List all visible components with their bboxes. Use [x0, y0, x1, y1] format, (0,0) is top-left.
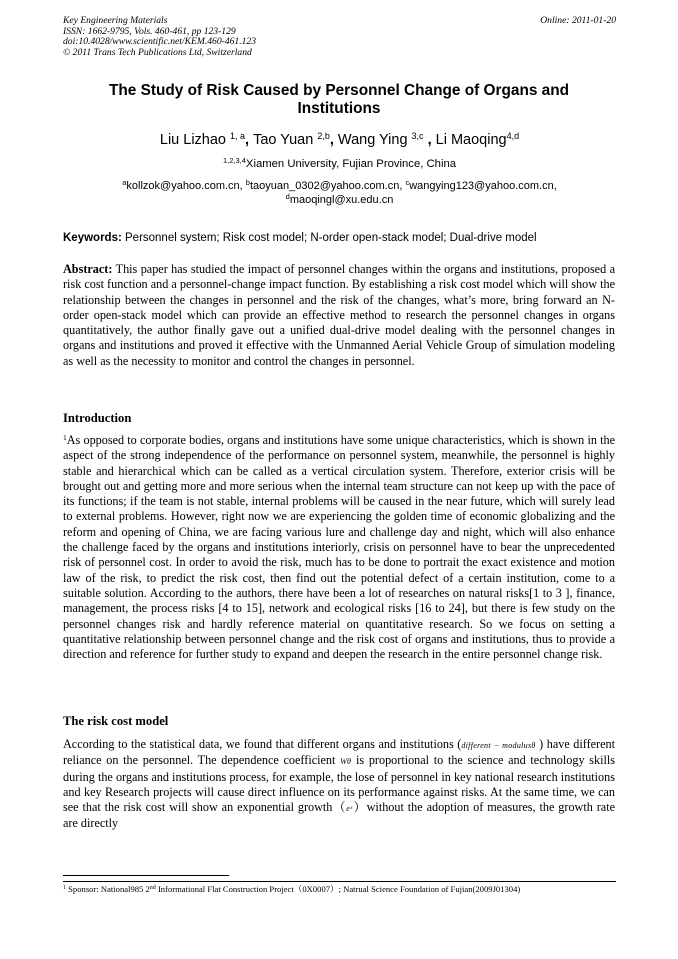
math-exponential: eˣ [346, 804, 353, 814]
affiliation [63, 157, 616, 171]
math-different-modulus: different − modulusθ [461, 741, 536, 750]
keywords-text: Personnel system; Risk cost model; N-order open-stack model; Dual-drive model [125, 232, 537, 244]
doi-line: doi:10.4028/www.scientific.net/KEM.460-461.123 [63, 36, 257, 48]
affiliation-text: Xiamen University, Fujian Province, China [245, 158, 457, 170]
footnote: $^1$ Sponsor: National985 2nd Informational Flat Construction Project（0X0007）; Natrual Science Foundation of Fujian(2009J01304) [63, 884, 521, 894]
author-name: Tao Yuan [253, 132, 314, 148]
email-c: wangying123@yahoo.com.cn, [409, 180, 557, 192]
journal-header [63, 16, 616, 58]
abstract-text: This paper has studied the impact of personnel changes within the organs and institutions, proposed a risk cost function and a personnel-change impact function. By establishing a risk cost model which will show the relationship between the changes in personnel and the risk of the changes, what’s more, bring forward an N-order open-stack model which can provide an effective method to research the personnel changes in organs quantitatively, the author finally gave out a unified dual-drive model dealing with the personnel changes in organs and institutions and proved it effective with the Unmanned Aerial Vehicle Group of simulation modeling as well as the necessity to monitor and control the changes in personnel. [63, 262, 616, 368]
math-dependence-coefficient: Wθ [340, 757, 352, 767]
introduction-text [63, 433, 615, 662]
issn-line: ISSN: 1662-9795, Vols. 460-461, pp 123-129 [63, 25, 236, 37]
author-affiliation-mark: 2,b [317, 131, 330, 141]
keywords-label: Keywords: [63, 232, 122, 244]
copyright-line: © 2011 Trans Tech Publications Ltd, Switzerland [63, 46, 252, 58]
introduction-body: As opposed to corporate bodies, organs and institutions have some unique characteristics, which is shown in the aspect of the strong independence of the performance on personnel system, meanwhile, the personnel is highly stable and hierarchical which can be called as a vertical circulation system. Therefore, exterior crisis will be brought out and getting more and more serious when the internal team structure can not keep up with the pace of its functions; if the team is not stable, internal problems will be caused in the near future, which will surely lead to external problems. However, right now we are experiencing the golden time of economic globalizing and the reform and opening of China, we are facing various lure and challenge day and night, which will also enhance the challenge faced by the organs and institutions interiorly, crisis on personnel have to bear the unprecedented risk of personnel cost. In order to avoid the risk, much has to be done to portrait the exact existence and motion law of the risk, to predict the risk cost, then find out the potential defect of a certain institution, come to a suitable solution. According to the authors, there have been a lot of researches on natural risks[1 to 3 ], finance, management, the process risks [4 to 15], network and ecological risks [16 to 24], but there is few study on the personnel changes risk and hardly reference material on quantitative research. So we focus on setting a quantitative relationship between personnel change and the risk cost of organs and institutions, thus to provide a direction and reference for further study to expand and deepen the research in the entire personnel change risk. [63, 433, 615, 662]
footnote-rule [63, 881, 616, 882]
author-name: Liu Lizhao [159, 132, 226, 148]
author-affiliation-mark: 4,d [506, 131, 520, 141]
author-affiliation-mark: 3,c [411, 131, 424, 141]
abstract-label: Abstract: [63, 262, 113, 276]
author-name: Wang Ying [337, 132, 408, 148]
abstract [63, 262, 615, 369]
section-heading-risk-cost-model: The risk cost model [63, 714, 169, 728]
paper-title: The Study of Risk Caused by Personnel Change of Organs and Institutions [108, 82, 570, 117]
keywords [63, 231, 616, 245]
author-list: Liu Lizhao $^{1, a}$, Tao Yuan $^{2,b}$, Wang Ying $^{3,c}$ , Li Maoqing$^{4,d}$ [159, 131, 520, 148]
footnote-number: 1 [63, 885, 66, 891]
author-emails: $^a$kollzok@yahoo.com.cn, $^b$taoyuan_0302@yahoo.com.cn, $^c$wangying123@yahoo.com.cn, $^d$maoqingl@xu.edu.cn [122, 178, 557, 206]
online-date: Online: 2011-01-20 [540, 15, 616, 26]
email-d: maoqingl@xu.edu.cn [289, 194, 394, 206]
email-b: taoyuan_0302@yahoo.com.cn, [249, 180, 406, 192]
author-name: Li Maoqing [435, 132, 507, 148]
footnote-separator [63, 875, 229, 876]
journal-name: Key Engineering Materials [63, 15, 168, 26]
section-heading-introduction: Introduction [63, 411, 132, 425]
footnote-mark: 1 [63, 433, 67, 442]
author-affiliation-mark: 1, a [230, 131, 246, 141]
email-a: kollzok@yahoo.com.cn, [126, 180, 246, 192]
affiliation-mark: 1,2,3,4 [222, 156, 246, 165]
risk-cost-text: According to the statistical data, we found that different organs and institutions (different − modulusθ ) have different reliance on the personnel. The dependence coefficient Wθ is proportional to the science and technology skills during the organs and institutions process, for example, the lose of personnel in key national research institutions and key Research projects will cause direct influence on its performance against risks. At the same time, we can see that the risk cost will show an exponential growth（eˣ）without the adoption of measures, the growth rate are directly [63, 737, 615, 831]
